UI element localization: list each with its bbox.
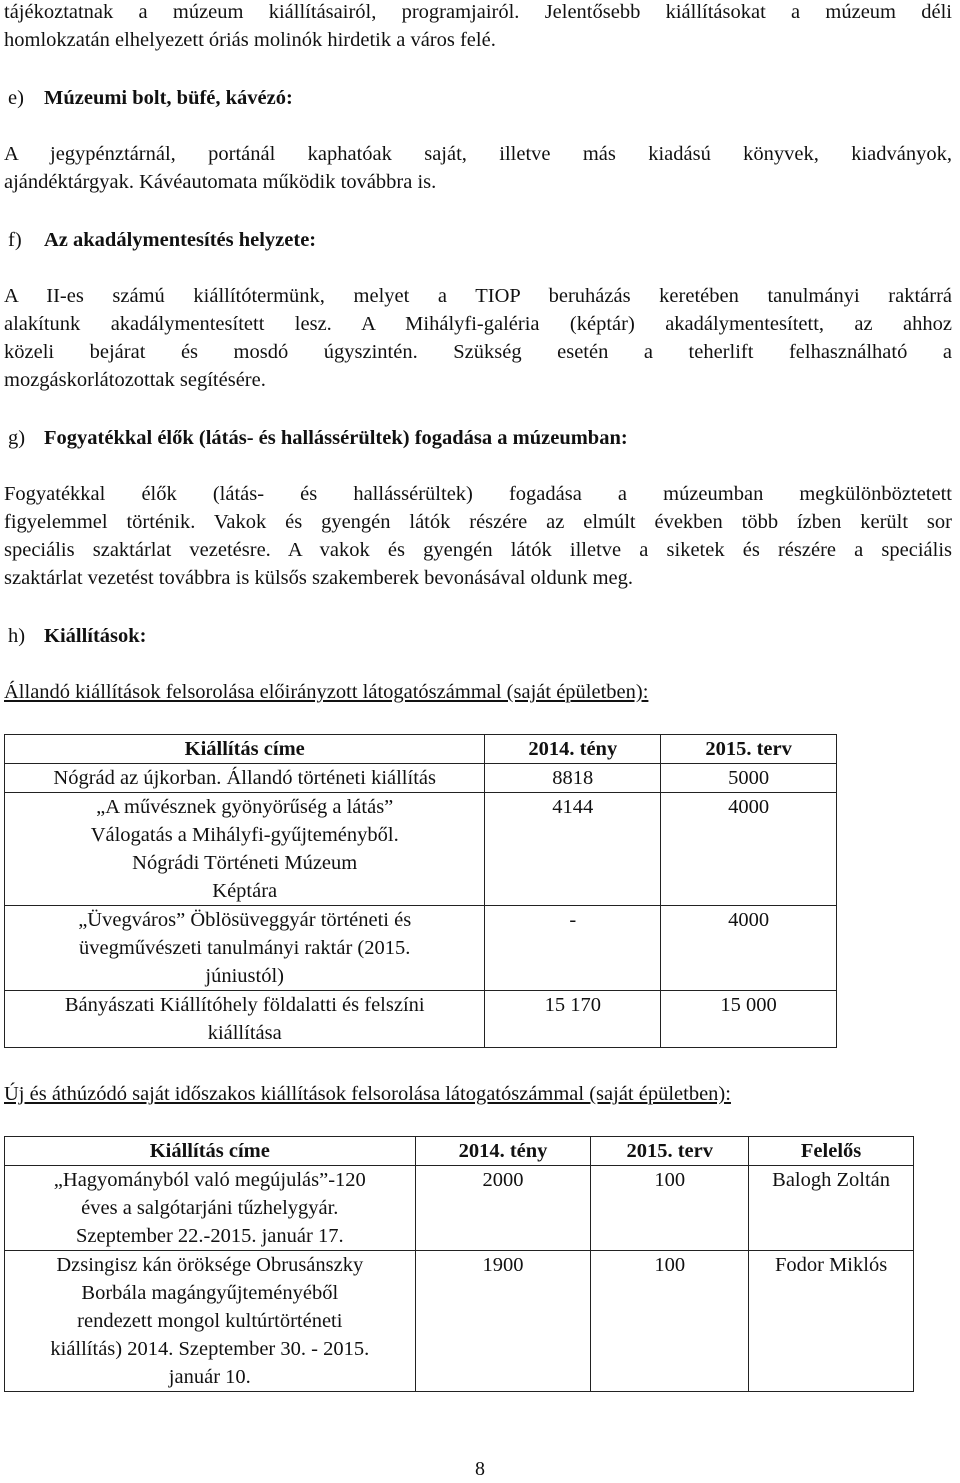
section-h-letter: h) [8, 625, 26, 647]
actual-2014-cell [485, 991, 661, 1048]
exhibition-title-cell-line: Nógrád az újkorban. Állandó történeti kiállítás [53, 767, 436, 789]
section-f-line-3: közeli bejárat és mosdó úgyszintén. Szükség esetén a teherlift felhasználható a [4, 341, 952, 363]
actual-2014-cell [485, 764, 661, 793]
exhibition-title-cell [5, 906, 485, 991]
actual-2014-cell [485, 793, 661, 906]
section-g-heading [4, 424, 628, 452]
exhibition-title-cell-line: „Üvegváros” Öblösüveggyár történeti és [78, 909, 412, 931]
plan-2015-cell-line: 4000 [728, 796, 770, 818]
plan-2015-cell [661, 906, 837, 991]
exhibition-title-cell-line: kiállítása [207, 1022, 282, 1044]
intro-line-1: tájékoztatnak a múzeum kiállításairól, programjairól. Jelentősebb kiállításokat a múzeum déli [4, 1, 952, 23]
exhibition-title-cell-line: Képtára [212, 880, 278, 902]
exhibition-title-cell [5, 1166, 416, 1251]
exhibition-title-cell-line: „Hagyományból való megújulás”-120 [53, 1169, 366, 1191]
section-g-line-4: szaktárlat vezetést továbbra is külsős szakemberek bevonásával oldunk meg. [4, 567, 634, 589]
intro-line-2: homlokzatán elhelyezett óriás molinók hirdetik a város felé. [4, 29, 496, 51]
page-number: 8 [475, 1458, 485, 1480]
section-e-heading [4, 84, 293, 112]
section-e-line-1: A jegypénztárnál, portánál kaphatóak saját, illetve más kiadású könyvek, kiadványok, [4, 143, 952, 165]
section-h-title: Kiállítások: [44, 625, 147, 647]
permanent-caption: Állandó kiállítások felsorolása előirányzott látogatószámmal (saját épületben): [4, 681, 649, 703]
temporary-exhibitions-table [4, 1136, 914, 1392]
exhibition-title-cell-line: január 10. [168, 1366, 251, 1388]
table-row [5, 764, 837, 793]
plan-2015-cell-line: 100 [654, 1254, 686, 1276]
section-g-line-1: Fogyatékkal élők (látás- és hallássérültek) fogadása a múzeumban megkülönböztetett [4, 483, 952, 505]
exhibition-title-cell-line: Szeptember 22.-2015. január 17. [76, 1225, 344, 1247]
responsible-cell-line: Balogh Zoltán [772, 1169, 890, 1191]
exhibition-title-cell-line: Nógrádi Történeti Múzeum [132, 852, 358, 874]
actual-2014-cell-line: - [569, 909, 577, 931]
table-row [5, 906, 837, 991]
actual-2014-cell-line: 8818 [552, 767, 594, 789]
exhibition-title-cell [5, 1251, 416, 1392]
exhibition-title-cell-line: Bányászati Kiállítóhely földalatti és felszíni [64, 994, 425, 1016]
exhibition-title-cell [5, 991, 485, 1048]
exhibition-title-cell-line: üvegművészeti tanulmányi raktár (2015. [79, 937, 411, 959]
section-e-title: Múzeumi bolt, büfé, kávézó: [44, 87, 293, 109]
responsible-cell [749, 1251, 914, 1392]
column-header-responsible: Felelős [749, 1137, 914, 1166]
plan-2015-cell [591, 1251, 749, 1392]
section-f-line-2: alakítunk akadálymentesített lesz. A Mihályfi-galéria (képtár) akadálymentesített, az ahhoz [4, 313, 952, 335]
section-g-line-3: speciális szaktárlat vezetésre. A vakok és gyengén látók illetve a siketek és részére a speciális [4, 539, 952, 561]
column-header-2015: 2015. terv [661, 735, 837, 764]
section-g-title: Fogyatékkal élők (látás- és hallássérültek) fogadása a múzeumban: [44, 427, 628, 449]
table-header-row [5, 1137, 914, 1166]
table-row [5, 991, 837, 1048]
exhibition-title-cell-line: Borbála magángyűjteményéből [81, 1282, 339, 1304]
actual-2014-cell-line: 4144 [552, 796, 594, 818]
exhibition-title-cell-line: „A művésznek gyönyörűség a látás” [96, 796, 394, 818]
section-f-line-1: A II-es számú kiállítótermünk, melyet a TIOP beruházás keretében tanulmányi raktárrá [4, 285, 952, 307]
plan-2015-cell-line: 4000 [728, 909, 770, 931]
actual-2014-cell [415, 1166, 591, 1251]
table-row [5, 1251, 914, 1392]
responsible-cell [749, 1166, 914, 1251]
column-header-2014: 2014. tény [415, 1137, 591, 1166]
column-header-title: Kiállítás címe [5, 735, 485, 764]
permanent-exhibitions-table [4, 734, 837, 1048]
exhibition-title-cell-line: rendezett mongol kultúrtörténeti [77, 1310, 343, 1332]
exhibition-title-cell-line: kiállítás) 2014. Szeptember 30. - 2015. [50, 1338, 370, 1360]
column-header-2014: 2014. tény [485, 735, 661, 764]
exhibition-title-cell [5, 764, 485, 793]
actual-2014-cell [485, 906, 661, 991]
actual-2014-cell [415, 1251, 591, 1392]
responsible-cell-line: Fodor Miklós [774, 1254, 888, 1276]
plan-2015-cell [661, 991, 837, 1048]
column-header-title: Kiállítás címe [5, 1137, 416, 1166]
section-g-line-2: figyelemmel történik. Vakok és gyengén látók részére az elmúlt években több ízben került sor [4, 511, 952, 533]
table-header-row [5, 735, 837, 764]
plan-2015-cell-line: 5000 [728, 767, 770, 789]
actual-2014-cell-line: 15 170 [544, 994, 601, 1016]
temporary-caption: Új és áthúzódó saját időszakos kiállítások felsorolása látogatószámmal (saját épületben): [4, 1083, 731, 1105]
exhibition-title-cell-line: júniustól) [205, 965, 284, 987]
section-g-letter: g) [8, 427, 26, 449]
section-e-line-2: ajándéktárgyak. Kávéautomata működik továbbra is. [4, 171, 437, 193]
column-header-2015: 2015. terv [591, 1137, 749, 1166]
section-h-heading [4, 622, 147, 650]
plan-2015-cell-line: 100 [654, 1169, 686, 1191]
table-row [5, 793, 837, 906]
exhibition-title-cell-line: éves a salgótarjáni tűzhelygyár. [81, 1197, 339, 1219]
plan-2015-cell-line: 15 000 [720, 994, 777, 1016]
plan-2015-cell [591, 1166, 749, 1251]
plan-2015-cell [661, 764, 837, 793]
section-e-letter: e) [8, 87, 24, 109]
exhibition-title-cell-line: Dzsingisz kán öröksége Obrusánszky [56, 1254, 364, 1276]
exhibition-title-cell [5, 793, 485, 906]
table-row [5, 1166, 914, 1251]
section-f-heading [4, 226, 316, 254]
section-f-line-4: mozgáskorlátozottak segítésére. [4, 369, 266, 391]
section-f-letter: f) [8, 229, 22, 251]
exhibition-title-cell-line: Válogatás a Mihályfi-gyűjteményből. [90, 824, 399, 846]
actual-2014-cell-line: 2000 [482, 1169, 524, 1191]
actual-2014-cell-line: 1900 [482, 1254, 524, 1276]
section-f-title: Az akadálymentesítés helyzete: [44, 229, 317, 251]
plan-2015-cell [661, 793, 837, 906]
